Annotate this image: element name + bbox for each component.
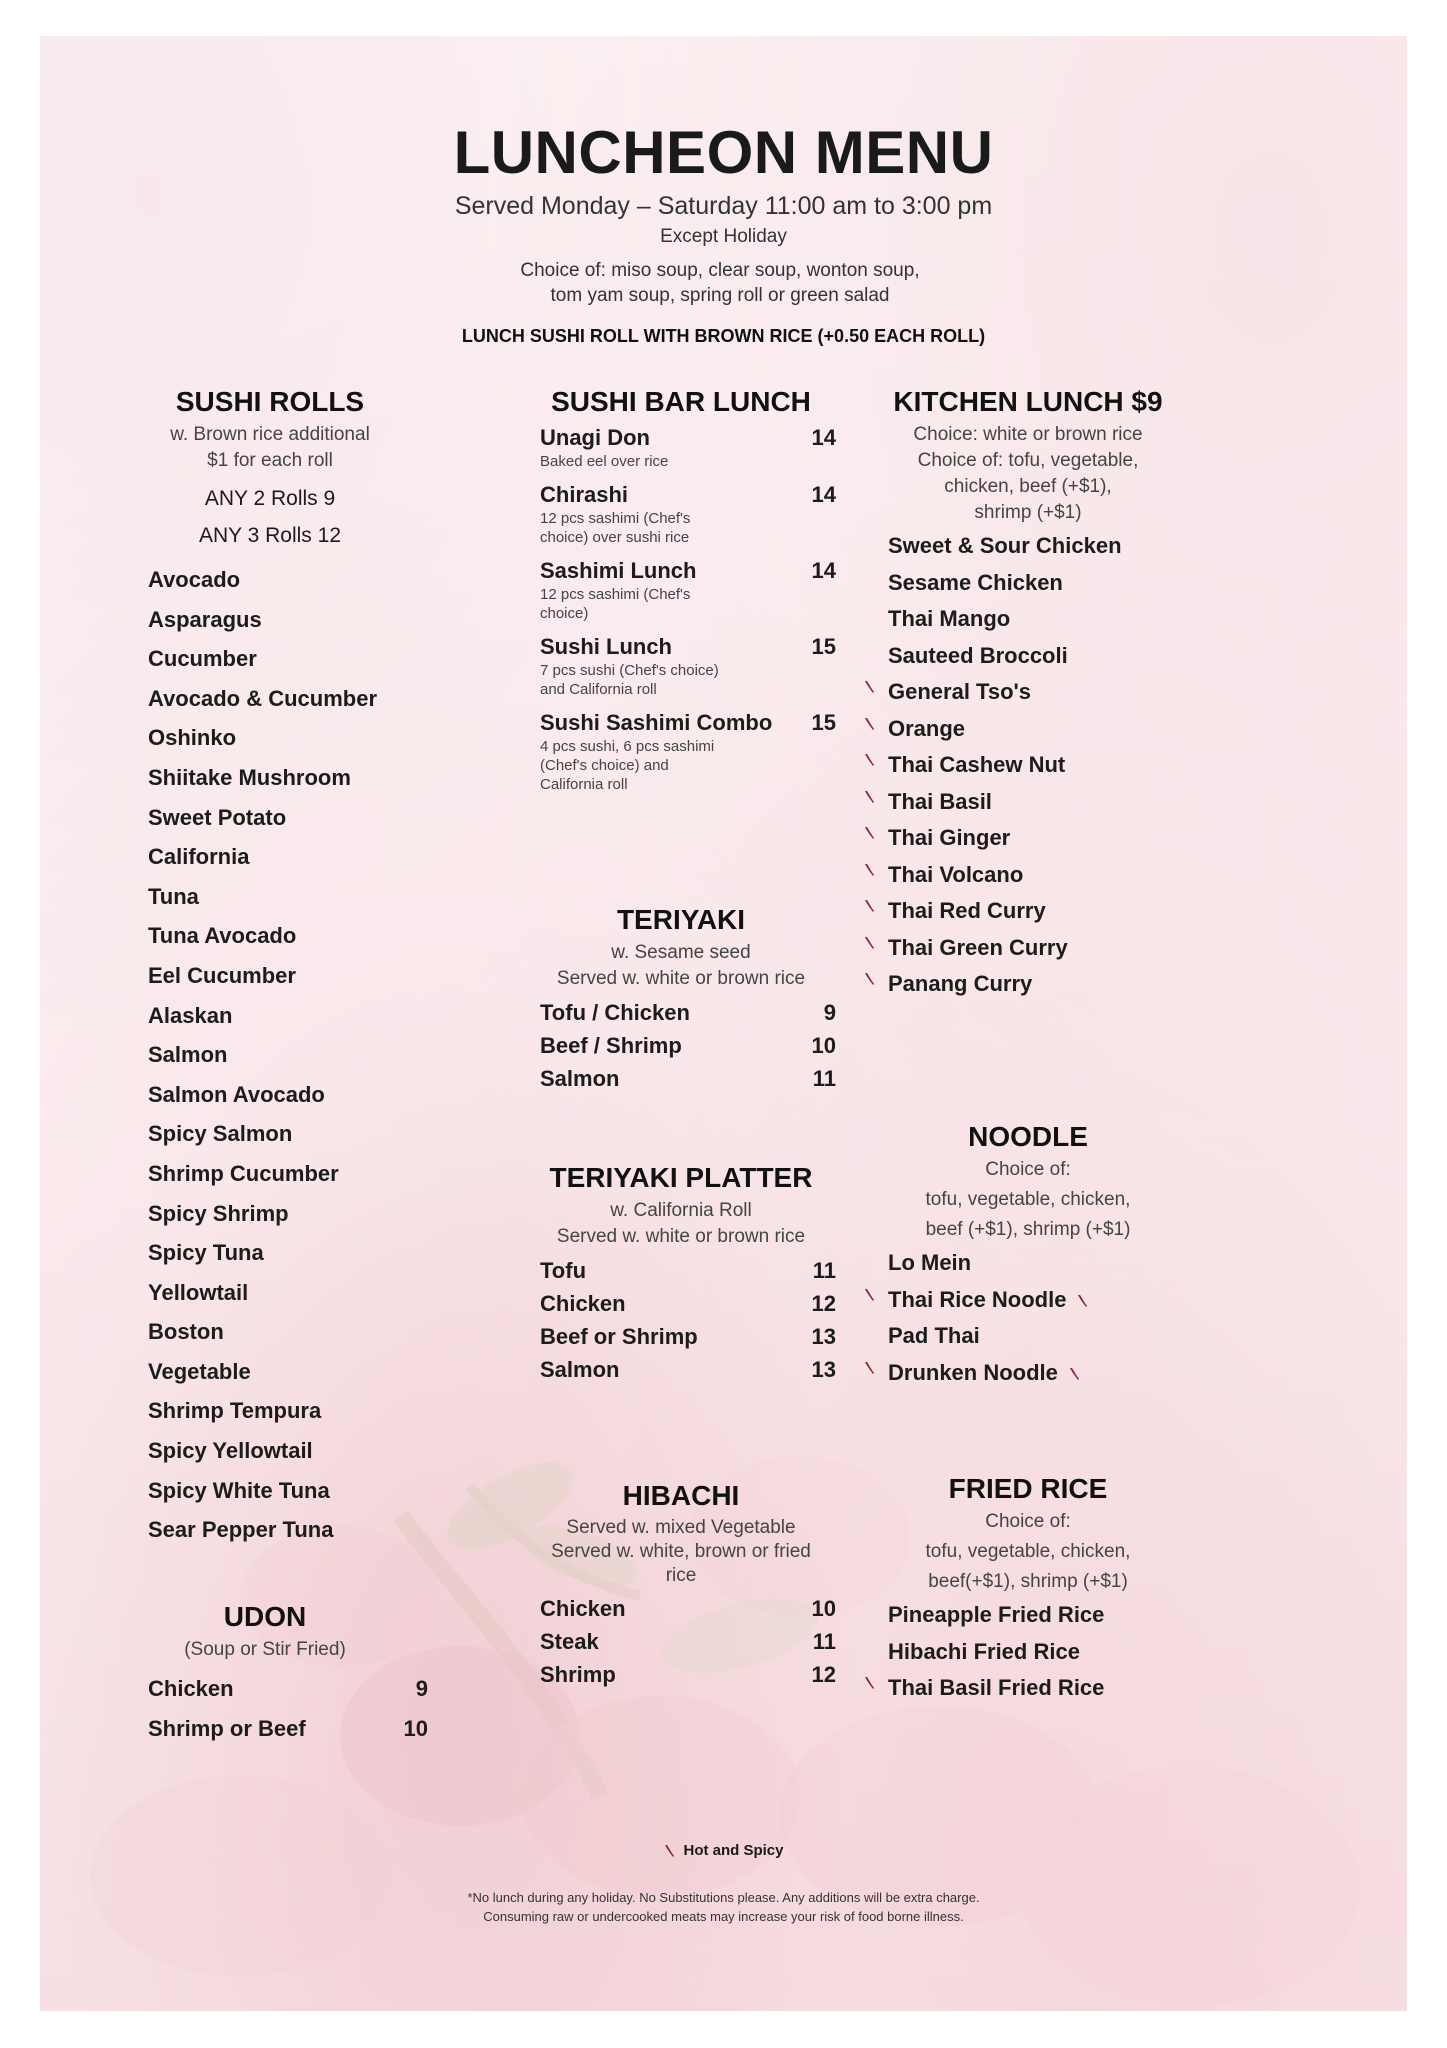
menu-item <box>540 1353 836 1386</box>
item-price: 12 <box>811 1291 836 1316</box>
column-middle <box>526 386 836 1687</box>
teriyaki-platter-note <box>526 1198 836 1250</box>
menu-item <box>888 565 1178 602</box>
item-name: Beef or Shrimp <box>540 1324 698 1349</box>
item-name: Beef / Shrimp <box>540 1033 682 1058</box>
note-line: w. Brown rice additional <box>170 424 370 445</box>
item-price: 14 <box>811 482 836 507</box>
menu-item <box>888 1355 1178 1392</box>
menu-item: California <box>148 844 250 870</box>
item-name: Sushi Sashimi Combo <box>540 710 773 735</box>
section-title-kitchen-lunch: KITCHEN LUNCH $9 <box>893 386 1163 417</box>
section-udon <box>148 1601 464 1749</box>
item-name: Hibachi Fried Rice <box>888 1638 1080 1664</box>
chili-pepper-icon <box>663 1844 675 1858</box>
menu-item <box>540 1062 836 1095</box>
menu-item <box>888 711 1178 748</box>
item-price: 10 <box>811 1596 836 1621</box>
section-title-hibachi: HIBACHI <box>622 1480 740 1511</box>
page-title: LUNCHEON MENU <box>453 119 994 186</box>
section-title-teriyaki-platter: TERIYAKI PLATTER <box>549 1162 813 1193</box>
soup-choice-line: tom yam soup, spring roll or green salad <box>550 285 890 306</box>
item-name: Thai Ginger <box>888 825 1011 850</box>
menu-item: Shiitake Mushroom <box>148 764 351 790</box>
menu-item: Shrimp Tempura <box>148 1398 322 1424</box>
note-line: beef (+$1), shrimp (+$1) <box>925 1219 1131 1240</box>
item-name: Unagi Don <box>540 425 650 450</box>
note-line: Choice of: tofu, vegetable, <box>917 450 1139 471</box>
item-name: Lo Mein <box>888 1250 972 1275</box>
section-teriyaki <box>526 904 836 1095</box>
note-line: Choice of: <box>985 1159 1071 1180</box>
menu-item: Sear Pepper Tuna <box>148 1517 334 1543</box>
menu-item <box>888 601 1178 638</box>
footer-disclaimer <box>40 1888 1407 1926</box>
section-title-sushi-bar: SUSHI BAR LUNCH <box>551 386 811 417</box>
menu-item: Avocado <box>148 567 241 592</box>
menu-item: Oshinko <box>148 725 237 751</box>
section-teriyaki-platter <box>526 1162 836 1386</box>
item-price: 15 <box>811 710 836 735</box>
menu-item <box>148 1709 428 1749</box>
menu-item <box>540 1287 836 1320</box>
column-left <box>148 386 464 1741</box>
noodle-list <box>888 1245 1178 1391</box>
hibachi-list <box>540 1592 836 1691</box>
menu-item: Tuna <box>148 883 199 909</box>
menu-item <box>888 857 1178 894</box>
note-line: tofu, vegetable, chicken, <box>925 1189 1131 1210</box>
sushi-bar-item <box>540 481 836 547</box>
item-price: 10 <box>403 1716 428 1741</box>
item-name: Tofu / Chicken <box>540 1000 690 1025</box>
chili-pepper-icon <box>862 753 876 767</box>
item-name: Salmon <box>540 1066 620 1091</box>
section-title-sushi-rolls: SUSHI ROLLS <box>175 386 365 417</box>
note-line: rice <box>665 1565 697 1586</box>
teriyaki-list <box>540 996 836 1095</box>
roll-deals <box>158 480 382 554</box>
menu-item <box>540 1029 836 1062</box>
chili-pepper-icon <box>862 899 876 913</box>
note-line: $1 for each roll <box>207 450 333 471</box>
menu-item <box>888 1634 1178 1671</box>
menu-item: Vegetable <box>148 1358 251 1384</box>
item-name: Thai Green Curry <box>888 934 1068 960</box>
item-description: 4 pcs sushi, 6 pcs sashimi <box>540 738 715 755</box>
teriyaki-platter-list <box>540 1254 836 1386</box>
menu-item <box>540 1625 836 1658</box>
disclaimer-line: *No lunch during any holiday. No Substitutions please. Any additions will be extra charge. <box>467 1890 980 1905</box>
item-name: Orange <box>888 715 966 741</box>
menu-item <box>888 966 1178 1003</box>
item-description: 12 pcs sashimi (Chef's <box>540 510 691 527</box>
menu-item <box>888 930 1178 967</box>
fried-rice-list <box>888 1597 1178 1707</box>
fried-rice-note <box>878 1507 1178 1597</box>
chili-pepper-icon <box>862 717 876 731</box>
noodle-note <box>878 1155 1178 1245</box>
menu-item <box>888 1318 1178 1355</box>
menu-item: Asparagus <box>148 606 262 632</box>
brown-rice-note: LUNCH SUSHI ROLL WITH BROWN RICE (+0.50 EACH ROLL) <box>461 326 986 346</box>
column-right <box>878 386 1178 1700</box>
deal-any-2: ANY 2 Rolls 9 <box>204 487 336 510</box>
menu-item <box>888 784 1178 821</box>
item-name: Thai Basil <box>888 788 992 814</box>
note-line: Served w. white, brown or fried <box>551 1541 811 1562</box>
menu-item <box>540 1254 836 1287</box>
menu-item: Cucumber <box>148 646 257 672</box>
note-line: w. Sesame seed <box>611 942 751 963</box>
note-line: Served w. white or brown rice <box>556 1226 806 1247</box>
menu-item: Spicy Shrimp <box>148 1200 289 1226</box>
spicy-legend-label: Hot and Spicy <box>683 1842 784 1859</box>
chili-pepper-icon <box>1068 1367 1080 1381</box>
menu-item: Salmon <box>148 1042 228 1068</box>
item-price: 10 <box>811 1033 836 1058</box>
note-line: Served w. white or brown rice <box>556 968 806 989</box>
item-description: 7 pcs sushi (Chef's choice) <box>540 662 719 679</box>
menu-item <box>888 1670 1178 1707</box>
note-line: Served w. mixed Vegetable <box>566 1517 796 1538</box>
menu-item <box>540 424 836 452</box>
chili-pepper-icon <box>862 936 876 950</box>
spicy-legend <box>40 1842 1407 1859</box>
chili-pepper-icon <box>862 1361 876 1375</box>
sushi-rolls-note <box>158 422 382 474</box>
menu-item: Spicy White Tuna <box>148 1477 330 1503</box>
kitchen-note <box>878 422 1178 526</box>
item-name: Steak <box>540 1629 599 1654</box>
soup-choice-line: Choice of: miso soup, clear soup, wonton soup, <box>520 260 920 281</box>
item-price: 11 <box>812 1066 836 1091</box>
item-name: Shrimp or Beef <box>148 1716 306 1741</box>
chili-pepper-icon <box>862 826 876 840</box>
menu-item <box>888 638 1178 675</box>
section-noodle <box>878 1121 1178 1391</box>
note-line: Choice: white or brown rice <box>913 424 1143 445</box>
item-description: 12 pcs sashimi (Chef's <box>540 586 691 603</box>
item-name: Thai Basil Fried Rice <box>888 1675 1105 1700</box>
item-price: 13 <box>811 1324 836 1349</box>
menu-item <box>888 1245 1178 1282</box>
item-name: Pad Thai <box>888 1323 980 1348</box>
item-name: Chicken <box>540 1291 626 1316</box>
item-price: 14 <box>811 558 836 583</box>
menu-item <box>540 709 836 737</box>
item-price: 13 <box>811 1357 836 1382</box>
section-fried-rice <box>878 1473 1178 1707</box>
chili-pepper-icon <box>862 790 876 804</box>
chili-pepper-icon <box>862 863 876 877</box>
note-line: beef(+$1), shrimp (+$1) <box>928 1571 1128 1592</box>
section-title-fried-rice: FRIED RICE <box>948 1473 1108 1504</box>
menu-item: Yellowtail <box>148 1279 249 1305</box>
menu-item <box>888 893 1178 930</box>
menu-item: Avocado & Cucumber <box>148 685 378 711</box>
chili-pepper-icon <box>862 1288 876 1302</box>
note-line: chicken, beef (+$1), <box>944 476 1112 497</box>
service-hours: Served Monday – Saturday 11:00 am to 3:00 pm <box>454 192 993 220</box>
section-title-teriyaki: TERIYAKI <box>616 904 746 935</box>
item-name: Shrimp <box>540 1662 616 1687</box>
note-line: Choice of: <box>985 1511 1071 1532</box>
menu-item: Spicy Yellowtail <box>148 1438 313 1464</box>
menu-item: Boston <box>148 1319 224 1345</box>
sushi-rolls-list <box>148 560 464 1550</box>
menu-item <box>540 557 836 585</box>
item-name: Thai Mango <box>888 606 1011 631</box>
menu-item: Tuna Avocado <box>148 923 297 949</box>
item-description: and California roll <box>540 681 657 698</box>
sushi-bar-list <box>540 424 836 794</box>
note-line: shrimp (+$1) <box>974 502 1082 523</box>
item-price: 12 <box>811 1662 836 1687</box>
item-name: Tofu <box>540 1258 587 1283</box>
item-name: Thai Red Curry <box>888 898 1046 923</box>
menu-item <box>540 996 836 1029</box>
teriyaki-note <box>526 940 836 992</box>
item-name: Thai Rice Noodle <box>888 1286 1067 1312</box>
item-name: Pineapple Fried Rice <box>888 1602 1105 1627</box>
menu-item <box>540 633 836 661</box>
item-price: 9 <box>415 1676 428 1701</box>
kitchen-list <box>888 528 1178 1003</box>
sushi-bar-item <box>540 424 836 471</box>
note-line: tofu, vegetable, chicken, <box>925 1541 1131 1562</box>
sushi-bar-item <box>540 709 836 794</box>
item-name: Drunken Noodle <box>888 1359 1058 1385</box>
item-price: 11 <box>812 1629 836 1654</box>
menu-item <box>540 1658 836 1691</box>
menu-item <box>888 1282 1178 1319</box>
item-description: choice) <box>540 605 589 622</box>
item-name: Salmon <box>540 1357 620 1382</box>
menu-item: Spicy Tuna <box>148 1240 264 1266</box>
menu-item <box>148 1669 428 1709</box>
menu-item: Salmon Avocado <box>148 1081 325 1107</box>
chili-pepper-icon <box>1076 1294 1088 1308</box>
menu-item: Spicy Salmon <box>148 1121 293 1147</box>
hibachi-note <box>526 1516 836 1588</box>
menu-item <box>540 481 836 509</box>
udon-list <box>148 1669 464 1749</box>
menu-item: Sweet Potato <box>148 804 287 830</box>
section-title-noodle: NOODLE <box>968 1121 1088 1152</box>
chili-pepper-icon <box>862 680 876 694</box>
deal-any-3: ANY 3 Rolls 12 <box>198 524 342 547</box>
menu-item: Alaskan <box>148 1002 233 1028</box>
menu-item <box>540 1592 836 1625</box>
sushi-bar-item <box>540 557 836 623</box>
item-name: Chicken <box>148 1676 234 1701</box>
chili-pepper-icon <box>862 972 876 986</box>
item-name: General Tso's <box>888 679 1031 704</box>
item-name: Thai Cashew Nut <box>888 752 1066 777</box>
menu-item <box>888 820 1178 857</box>
item-price: 11 <box>812 1258 836 1283</box>
item-name: Sashimi Lunch <box>540 558 697 583</box>
item-description: choice) over sushi rice <box>540 529 690 546</box>
menu-item: Eel Cucumber <box>148 962 296 988</box>
item-name: Thai Volcano <box>888 861 1024 887</box>
section-hibachi <box>526 1480 836 1691</box>
sushi-bar-item <box>540 633 836 699</box>
item-price: 15 <box>811 634 836 659</box>
item-description: California roll <box>540 776 628 793</box>
item-name: Chirashi <box>540 482 629 507</box>
menu-sheet <box>40 36 1407 2011</box>
item-price: 14 <box>811 425 836 450</box>
menu-item: Shrimp Cucumber <box>148 1160 339 1186</box>
item-name: Sesame Chicken <box>888 569 1063 595</box>
item-description: (Chef's choice) and <box>540 757 669 774</box>
disclaimer-line: Consuming raw or undercooked meats may increase your risk of food borne illness. <box>483 1909 964 1924</box>
menu-item <box>888 747 1178 784</box>
menu-item <box>888 674 1178 711</box>
item-name: Sushi Lunch <box>540 634 672 659</box>
chili-pepper-icon <box>862 1676 876 1690</box>
soup-choice <box>440 258 1000 308</box>
item-name: Panang Curry <box>888 971 1033 996</box>
item-name: Chicken <box>540 1596 626 1621</box>
menu-item <box>888 1597 1178 1634</box>
item-name: Sauteed Broccoli <box>888 642 1068 668</box>
menu-item <box>540 1320 836 1353</box>
item-description: Baked eel over rice <box>540 453 669 470</box>
item-name: Sweet & Sour Chicken <box>888 533 1122 558</box>
holiday-note: Except Holiday <box>660 226 787 247</box>
note-line: w. California Roll <box>610 1200 752 1221</box>
item-price: 9 <box>823 1000 836 1025</box>
menu-item <box>888 528 1178 565</box>
section-title-udon: UDON <box>223 1601 307 1632</box>
udon-note: (Soup or Stir Fried) <box>184 1639 346 1660</box>
